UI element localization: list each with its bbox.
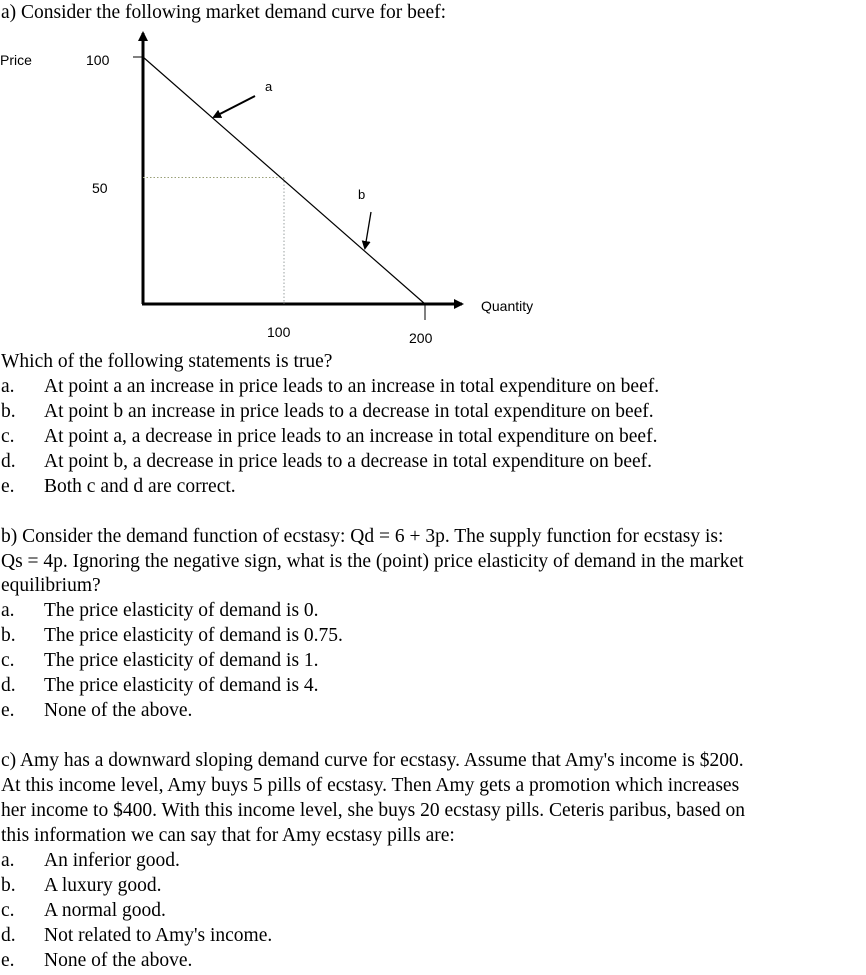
option-letter: e. — [1, 950, 15, 971]
option-letter: d. — [1, 451, 16, 472]
demand-curve — [143, 57, 425, 304]
option-letter: b. — [1, 401, 16, 422]
option-letter: a. — [1, 850, 15, 871]
y-tick-label-50: 50 — [92, 180, 108, 196]
option-text: The price elasticity of demand is 1. — [44, 650, 319, 671]
question-b-line: equilibrium? — [1, 575, 101, 596]
question-c-line: c) Amy has a downward sloping demand curve for ecstasy. Assume that Amy's income is $200. — [1, 750, 744, 771]
option-letter: b. — [1, 625, 16, 646]
question-c-line: this information we can say that for Amy ecstasy pills are: — [1, 825, 455, 846]
demand-chart-svg — [0, 0, 866, 360]
option-text: At point a, a decrease in price leads to an increase in total expenditure on beef. — [44, 426, 658, 447]
point-b-arrow — [365, 212, 371, 248]
option-text: Not related to Amy's income. — [44, 925, 273, 946]
option-text: None of the above. — [44, 700, 193, 721]
x-tick-label-200: 200 — [409, 330, 433, 346]
question-b-line: b) Consider the demand function of ecstasy: Qd = 6 + 3p. The supply function for ecstasy is: — [1, 526, 724, 547]
question-b-line: Qs = 4p. Ignoring the negative sign, what is the (point) price elasticity of demand in the market — [1, 551, 744, 572]
option-text: An inferior good. — [44, 850, 180, 871]
option-text: At point a an increase in price leads to an increase in total expenditure on beef. — [44, 376, 660, 397]
option-text: The price elasticity of demand is 0.75. — [44, 625, 343, 646]
x-axis-label: Quantity — [481, 298, 534, 314]
option-letter: b. — [1, 875, 16, 896]
option-letter: e. — [1, 700, 15, 721]
option-text: Both c and d are correct. — [44, 476, 236, 497]
option-text: At point b an increase in price leads to a decrease in total expenditure on beef. — [44, 401, 654, 422]
question-a-intro: a) Consider the following market demand curve for beef: — [1, 2, 447, 23]
point-a-label: a — [265, 79, 273, 94]
point-a-arrow — [214, 96, 255, 117]
option-letter: d. — [1, 675, 16, 696]
option-letter: c. — [1, 650, 15, 671]
y-tick-label-100: 100 — [86, 52, 110, 68]
option-text: A normal good. — [44, 900, 166, 921]
point-b-label: b — [358, 187, 366, 202]
option-letter: d. — [1, 925, 16, 946]
option-letter: a. — [1, 600, 15, 621]
question-c-line: At this income level, Amy buys 5 pills of ecstasy. Then Amy gets a promotion which increases — [1, 775, 740, 796]
option-text: The price elasticity of demand is 0. — [44, 600, 319, 621]
question-c-line: her income to $400. With this income level, she buys 20 ecstasy pills. Ceteris paribus, based on — [1, 800, 746, 821]
option-text: None of the above. — [44, 950, 193, 971]
option-text: The price elasticity of demand is 4. — [44, 675, 319, 696]
option-letter: c. — [1, 426, 15, 447]
option-letter: a. — [1, 376, 15, 397]
x-tick-label-100: 100 — [267, 324, 291, 340]
question-a-stem: Which of the following statements is true? — [1, 351, 333, 372]
option-text: At point b, a decrease in price leads to a decrease in total expenditure on beef. — [44, 451, 653, 472]
y-axis-label: Price — [0, 52, 32, 68]
option-letter: e. — [1, 476, 15, 497]
option-letter: c. — [1, 900, 15, 921]
option-text: A luxury good. — [44, 875, 162, 896]
